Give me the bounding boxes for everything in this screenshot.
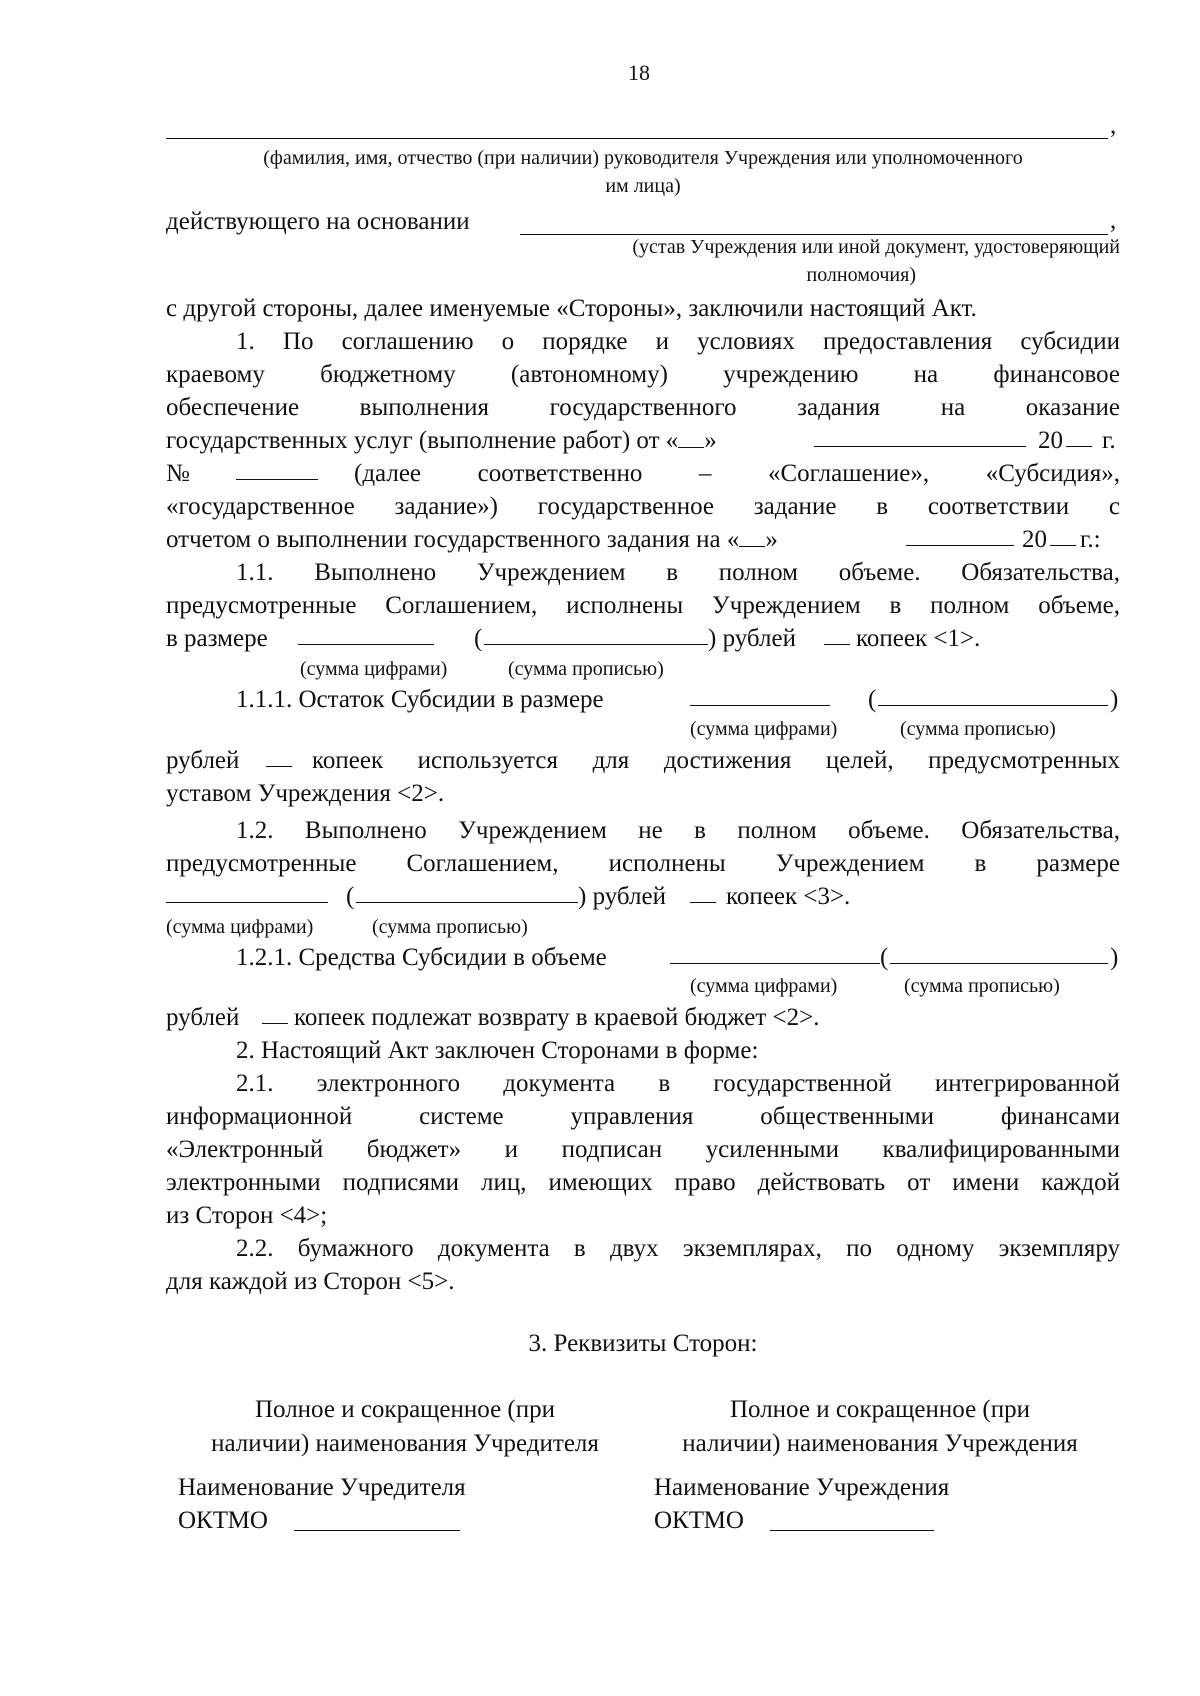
p22-line: для каждой из Сторон <5>. [166, 1268, 455, 1295]
caption-digits: (сумма цифрами) [300, 658, 448, 680]
page-number: 18 [628, 60, 650, 85]
month-blank [814, 446, 1026, 447]
paren-close: ) [1110, 944, 1119, 971]
paren-open: ( [868, 686, 877, 713]
institution-heading-line: наличии) наименования Учреждения [682, 1430, 1078, 1457]
caption-words: (сумма прописью) [900, 718, 1056, 740]
caption-words: (сумма прописью) [508, 658, 664, 680]
rubles-label: ) рублей [708, 625, 796, 652]
institution-name-label: Наименование Учреждения [654, 1474, 950, 1501]
institution-heading [650, 1393, 1110, 1461]
caption-words: (сумма прописью) [372, 916, 528, 938]
name-caption: (фамилия, имя, отчество (при наличии) руководителя Учреждения или уполномоченного [263, 147, 1023, 169]
caption-digits: (сумма цифрами) [166, 916, 314, 938]
sum-digits-blank [690, 705, 830, 706]
sum-words-blank [484, 644, 708, 645]
kopeks-label: копеек <3>. [726, 883, 851, 910]
sum-digits-blank [670, 963, 880, 964]
basis-caption-cont: полномочия) [806, 264, 916, 286]
paren-open: ( [346, 883, 355, 910]
month-blank [906, 545, 1014, 546]
institution-heading-line: Полное и сокращенное (при [729, 1396, 1031, 1423]
number-blank [236, 479, 318, 480]
basis-caption: (устав Учреждения или иной документ, удостоверяющий [632, 236, 1120, 258]
sum-words-blank [878, 705, 1108, 706]
kopeks-blank [266, 766, 292, 767]
p21-line: электронными подписями лиц, имеющих право действовать от имени каждой [166, 1169, 1120, 1196]
kopeks-label: копеек <1>. [856, 625, 981, 652]
founder-heading-line: Полное и сокращенное (при [254, 1396, 556, 1423]
p1-line-date2 [166, 523, 1120, 556]
kopeks-blank [824, 644, 850, 645]
kopeks-blank [262, 1023, 288, 1024]
p121-line: копеек подлежат возврату в краевой бюджет <2>. [294, 1004, 820, 1031]
name-caption-cont: им лица) [605, 175, 681, 197]
sum-words-blank [890, 963, 1108, 964]
founder-name-label: Наименование Учредителя [178, 1474, 466, 1501]
comma: , [1110, 112, 1117, 139]
p1-line-date [166, 424, 1120, 457]
institution-oktmo-blank [770, 1530, 934, 1531]
caption-digits: (сумма цифрами) [690, 975, 838, 997]
p22-line: 2.2. бумажного документа в двух экземплярах, по одному экземпляру [236, 1235, 1120, 1262]
p111-line: уставом Учреждения <2>. [166, 780, 445, 807]
rubles-label: рублей [166, 747, 240, 774]
year-suffix: г. [1102, 427, 1116, 454]
paren-open: ( [880, 944, 889, 971]
caption-digits: (сумма цифрами) [690, 718, 838, 740]
p1-line: «государственное задание») государственное задание в соответствии с [166, 493, 1120, 520]
year-blank [1050, 545, 1076, 546]
rubles-label: ) рублей [578, 883, 666, 910]
p1-line: обеспечение выполнения государственного задания на оказание [166, 394, 1120, 421]
p1-line: (далее соответственно – «Соглашение», «Субсидия», [354, 460, 1120, 487]
sum-digits-blank [166, 902, 328, 903]
day-blank [678, 446, 704, 448]
founder-oktmo-blank [294, 1530, 460, 1531]
quote-close: » [704, 427, 717, 454]
p121-label: 1.2.1. Средства Субсидии в объеме [236, 944, 607, 971]
quote-close: » [765, 526, 778, 553]
p1-line: 1. По соглашению о порядке и условиях предоставления субсидии [236, 328, 1120, 355]
basis-blank [520, 210, 1108, 235]
p21-line: «Электронный бюджет» и подписан усиленными квалифицированными [166, 1136, 1120, 1163]
p111-label: 1.1.1. Остаток Субсидии в размере [236, 686, 604, 713]
number-sign: № [166, 460, 190, 487]
sum-words-blank [356, 902, 578, 903]
p11-size-label: в размере [166, 625, 268, 652]
caption-words: (сумма прописью) [904, 975, 1060, 997]
p21-line: из Сторон <4>; [166, 1202, 328, 1229]
rubles-label: рублей [166, 1004, 240, 1031]
year-blank [1066, 446, 1092, 447]
founder-oktmo-label: ОКТМО [178, 1507, 268, 1534]
p21-line: 2.1. электронного документа в государственной интегрированной [236, 1070, 1120, 1097]
p21-line: информационной системе управления общественными финансами [166, 1103, 1120, 1130]
p12-line: 1.2. Выполнено Учреждением не в полном объеме. Обязательства, [236, 817, 1120, 844]
p2-heading: 2. Настоящий Акт заключен Сторонами в форме: [236, 1037, 759, 1064]
acting-basis-label: действующего на основании [166, 208, 470, 235]
p111-line: копеек используется для достижения целей, предусмотренных [312, 747, 1120, 774]
paren-close: ) [1110, 686, 1119, 713]
requisites-title: 3. Реквизиты Сторон: [528, 1330, 758, 1357]
p1-date2-text: отчетом о выполнении государственного задания на « [166, 526, 740, 553]
year-prefix: 20 [1022, 526, 1047, 553]
paren-open: ( [474, 625, 483, 652]
parties-line: с другой стороны, далее именуемые «Стороны», заключили настоящий Акт. [166, 295, 977, 322]
kopeks-blank [690, 902, 716, 903]
p11-line: 1.1. Выполнено Учреждением в полном объеме. Обязательства, [236, 559, 1120, 586]
p1-date-text: государственных услуг (выполнение работ) от « [166, 427, 679, 454]
day-blank [739, 545, 765, 547]
sum-digits-blank [298, 644, 434, 645]
p11-line: предусмотренные Соглашением, исполнены Учреждением в полном объеме, [166, 592, 1120, 619]
year-suffix: г.: [1080, 526, 1101, 553]
full-name-blank [166, 108, 1108, 139]
founder-heading-line: наличии) наименования Учредителя [211, 1430, 599, 1457]
p12-line: предусмотренные Соглашением, исполнены Учреждением в размере [166, 850, 1120, 877]
comma: , [1110, 207, 1117, 234]
p1-line: краевому бюджетному (автономному) учреждению на финансовое [166, 361, 1120, 388]
year-prefix: 20 [1038, 427, 1063, 454]
institution-oktmo-label: ОКТМО [654, 1507, 744, 1534]
founder-heading [170, 1393, 640, 1461]
